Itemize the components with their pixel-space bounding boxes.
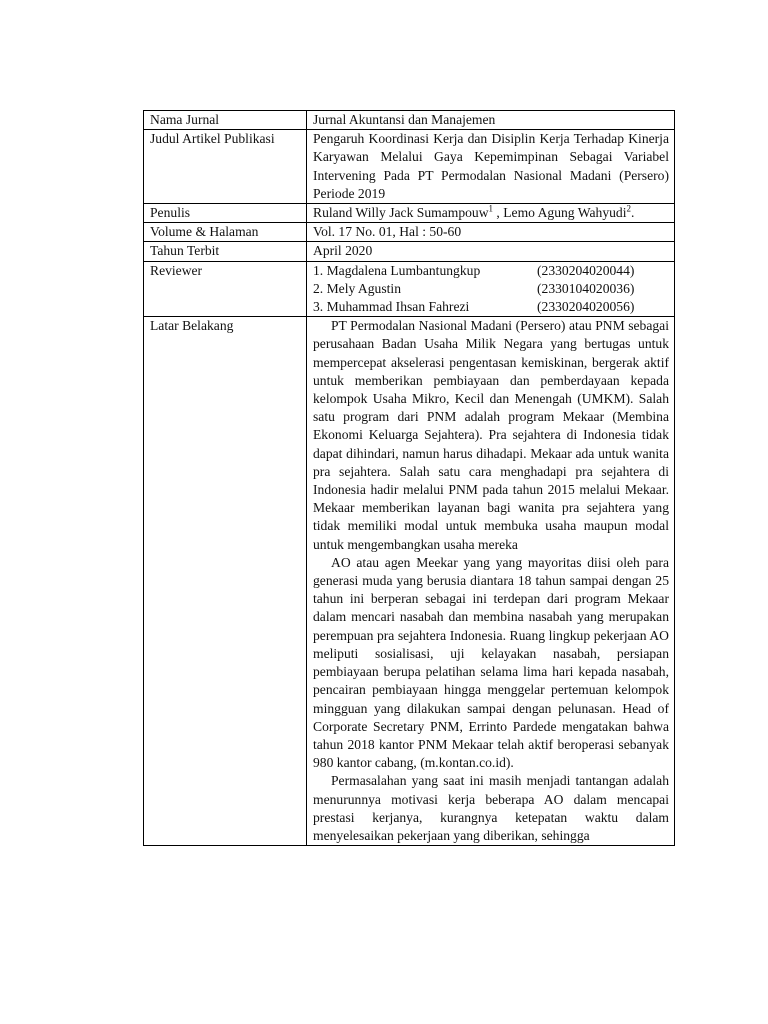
value-reviewer [307,261,675,317]
label-latar-belakang: Latar Belakang [144,317,307,846]
reviewer-nim: (2330204020056) [537,299,635,315]
label-nama-jurnal: Nama Jurnal [144,111,307,130]
author-2-sup: 2 [626,203,631,214]
row-latar-belakang [144,317,675,846]
row-reviewer [144,261,675,317]
value-tahun: April 2020 [307,242,675,261]
row-judul [144,130,675,204]
reviewer-nim: (2330204020044) [537,262,635,278]
value-penulis [307,204,675,223]
author-1-sup: 1 [488,203,494,214]
author-2: Lemo Agung Wahyudi [503,205,627,221]
author-separator: , [493,205,504,221]
reviewer-item [313,262,669,280]
author-end: . [631,205,635,221]
label-reviewer: Reviewer [144,261,307,317]
author-1: Ruland Willy Jack Sumampouw [313,205,489,221]
value-nama-jurnal: Jurnal Akuntansi dan Manajemen [307,111,675,130]
reviewer-item [313,298,669,316]
label-judul: Judul Artikel Publikasi [144,130,307,204]
label-volume: Volume & Halaman [144,223,307,242]
row-tahun [144,242,675,261]
row-penulis [144,204,675,223]
journal-review-table [143,110,675,846]
row-volume [144,223,675,242]
row-nama-jurnal [144,111,675,130]
reviewer-name: 1. Magdalena Lumbantungkup [313,262,481,278]
reviewer-nim: (2330104020036) [537,280,635,296]
reviewer-name: 3. Muhammad Ihsan Fahrezi [313,299,470,315]
reviewer-name: 2. Mely Agustin [313,280,401,296]
label-penulis: Penulis [144,204,307,223]
value-volume: Vol. 17 No. 01, Hal : 50-60 [307,223,675,242]
reviewer-item [313,280,669,298]
latar-paragraph: AO atau agen Meekar yang yang mayoritas diisi oleh para generasi muda yang berusia diantara 18 tahun sampai dengan 25 tahun ini berperan sebagai ini terdepan dari program Mekaar dalam mencari nasabah dan membina nasabah yang merupakan perempuan pra sejahtera Indonesia. Ruang lingkup pekerjaan AO meliputi sosialisasi, uji kelayakan nasabah, persiapan pembiayaan berupa pelatihan selama lima hari kepada nasabah, pencairan pembiayaan hingga menggelar pertemuan kelompok mingguan yang dilakukan sampai dengan pelunasan. Head of Corporate Secretary PNM, Errinto Pardede mengatakan bahwa tahun 2018 kantor PNM Mekaar telah aktif beroperasi sebanyak 980 kantor cabang, (m.kontan.co.id). [313,554,669,771]
value-latar-belakang [307,317,675,846]
latar-paragraph: PT Permodalan Nasional Madani (Persero) atau PNM sebagai perusahaan Badan Usaha Milik Negara yang bertugas untuk mempercepat akselerasi pengentasan kemiskinan, bergerak aktif untuk memberikan pembiayaan dan pemberdayaan kepada kelompok Usaha Mikro, Kecil dan Menengah (UMKM). Salah satu program dari PNM adalah program Mekaar (Membina Ekonomi Keluarga Sejahtera). Pra sejahtera di Indonesia tidak dapat dihindari, namun harus dihadapi. Mekaar ada untuk wanita pra sejahtera. Salah satu cara menghadapi pra sejahtera di Indonesia hadir melalui PNM pada tahun 2015 melalui Mekaar. Mekaar memberikan layanan bagi wanita pra sejahtera yang tidak memiliki modal untuk membuka usaha maupun modal untuk mengembangkan usaha mereka [313,318,669,552]
latar-paragraph: Permasalahan yang saat ini masih menjadi tantangan adalah menurunnya motivasi kerja beberapa AO dalam mencapai prestasi kerjanya, kurangnya ketepatan waktu dalam menyelesaikan pekerjaan yang diberikan, sehingga [313,773,669,843]
label-tahun: Tahun Terbit [144,242,307,261]
value-judul: Pengaruh Koordinasi Kerja dan Disiplin Kerja Terhadap Kinerja Karyawan Melalui Gaya Kepemimpinan Sebagai Variabel Intervening Pada PT Permodalan Nasional Madani (Persero) Periode 2019 [307,130,675,204]
